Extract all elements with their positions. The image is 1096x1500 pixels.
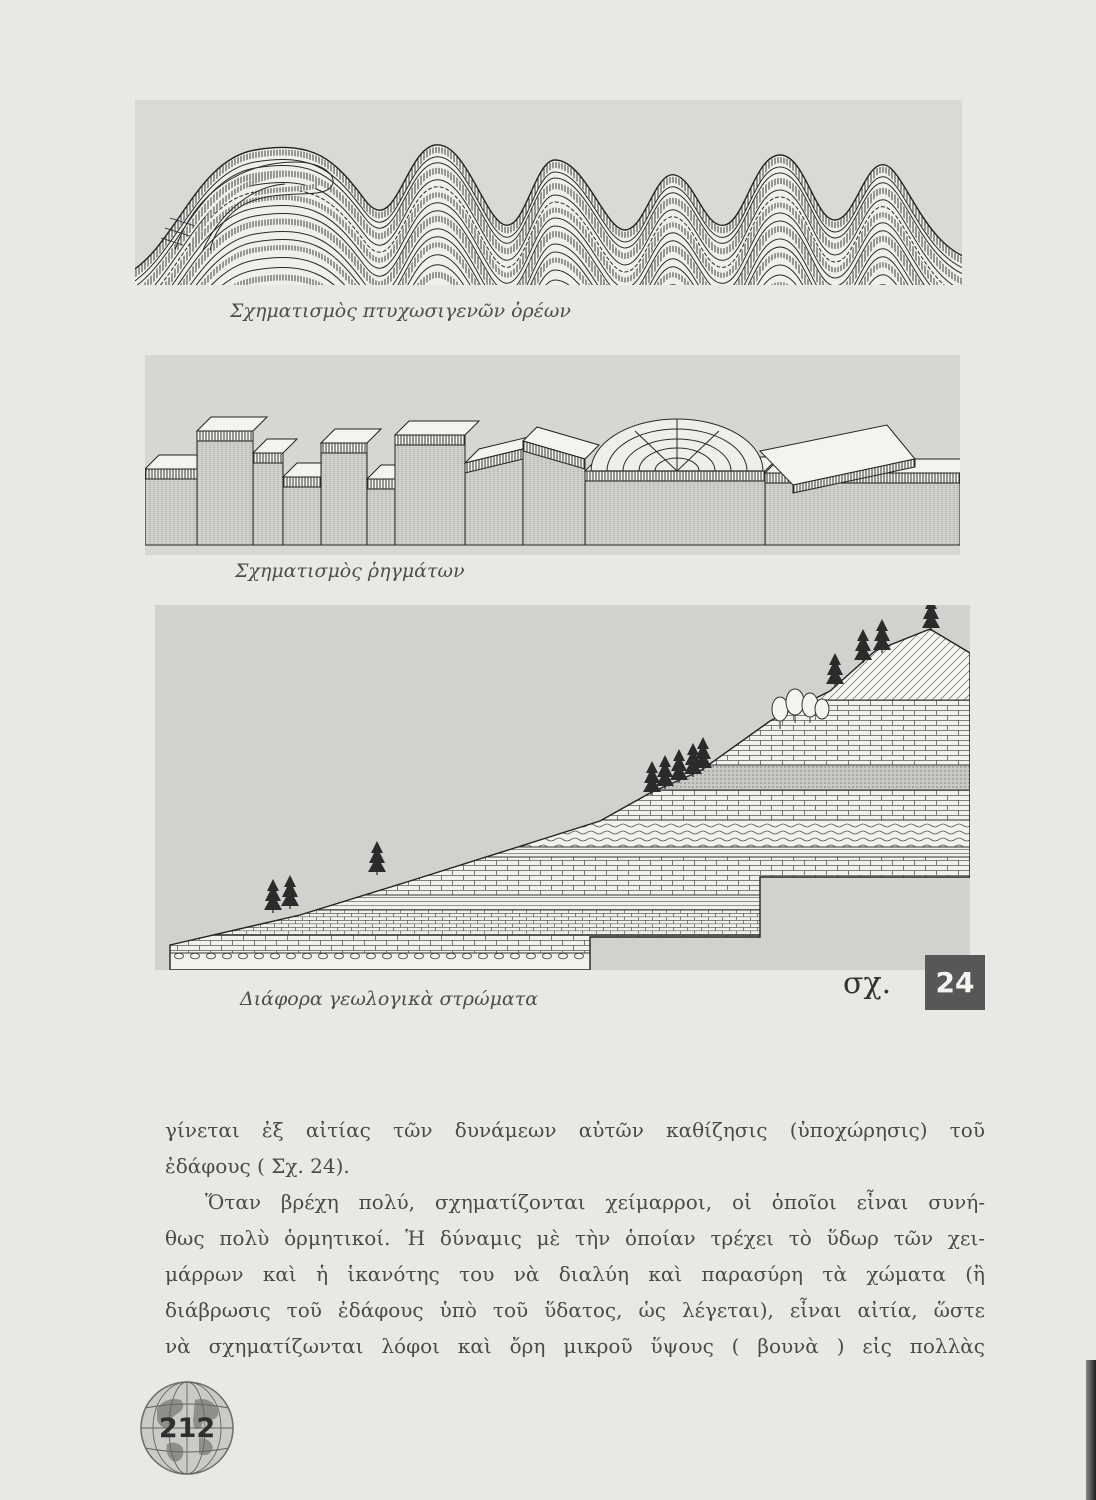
block-front-face xyxy=(197,431,253,545)
deciduous-tree-icon xyxy=(815,699,829,719)
block-stratum-band xyxy=(197,431,253,441)
block-stratum-band xyxy=(283,477,321,487)
block-stratum-band xyxy=(367,479,395,489)
figure-caption-fold-mountains: Σχηματισμὸς πτυχωσιγενῶν ὀρέων xyxy=(230,300,571,322)
block-front-face xyxy=(395,435,465,545)
text-line: διάβρωσις τοῦ ἐδάφους ὑπὸ τοῦ ὕδατος, ὡς λέγεται), εἶναι αἰτία, ὥστε xyxy=(165,1298,985,1322)
page-number: 212 xyxy=(158,1412,216,1444)
text-line: μάρρων καὶ ἡ ἱκανότης του νὰ διαλύη καὶ παρασύρη τὰ χώματα (ἢ xyxy=(165,1262,985,1286)
block-stratum-band xyxy=(253,453,283,463)
block-top-face xyxy=(395,421,479,435)
block-front-face xyxy=(585,471,765,545)
text-line: ἐδάφους ( Σχ. 24). xyxy=(165,1154,350,1178)
text-line: νὰ σχηματίζωνται λόφοι καὶ ὄρη μικροῦ ὕψους ( βουνὰ ) εἰς πολλὰς xyxy=(165,1334,985,1358)
figure-number-badge: 24 xyxy=(925,955,985,1010)
block-stratum-band xyxy=(145,469,197,479)
faults-figure xyxy=(145,355,960,555)
text-line: γίνεται ἐξ αἰτίας τῶν δυνάμεων αὐτῶν καθίζησις (ὑποχώρησις) τοῦ xyxy=(165,1118,985,1142)
figure-caption-faults: Σχηματισμὸς ῥηγμάτων xyxy=(235,560,465,582)
body-text xyxy=(165,1112,985,1364)
block-stratum-band xyxy=(395,435,465,445)
text-line: θως πολὺ ὁρμητικοί. Ἡ δύναμις μὲ τὴν ὁποίαν τρέχει τὸ ὕδωρ τῶν χει- xyxy=(165,1226,985,1250)
block-front-face xyxy=(145,469,197,545)
deciduous-tree-icon xyxy=(786,689,804,715)
strata-figure xyxy=(155,605,970,970)
block-stratum-band xyxy=(321,443,367,453)
scan-edge-shadow xyxy=(1086,1360,1096,1500)
figure-label-prefix: σχ. xyxy=(843,966,892,1001)
block-front-face xyxy=(321,443,367,545)
figure-caption-strata: Διάφορα γεωλογικὰ στρώματα xyxy=(240,988,539,1010)
block-front-face xyxy=(253,453,283,545)
block-stratum-band xyxy=(585,471,765,481)
text-line: Ὅταν βρέχη πολύ, σχηματίζονται χείμαρροι, οἱ ὁποῖοι εἶναι συνή- xyxy=(205,1190,985,1214)
fold-mountains-figure xyxy=(135,100,962,285)
